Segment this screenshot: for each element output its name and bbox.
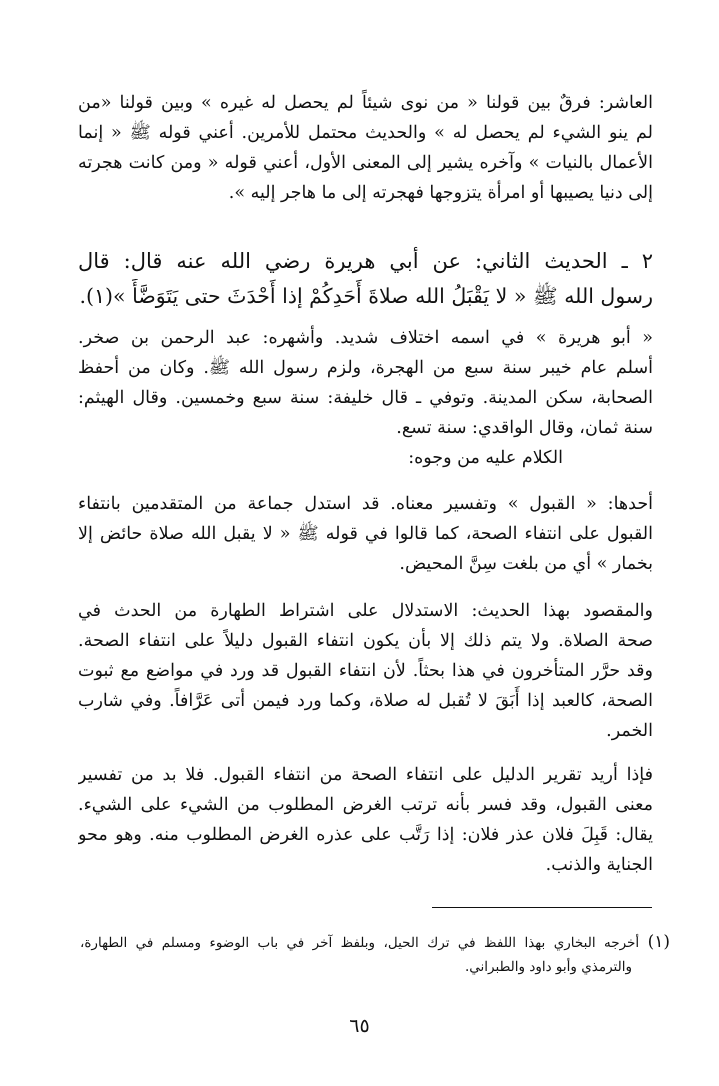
footnote-number: (١): [647, 932, 670, 952]
text-line: الجناية والذنب.: [545, 855, 653, 875]
text-line: بخمار » أي من بلغت سِنَّ المحيض.: [399, 554, 653, 574]
text-line: صحة الصلاة. ولا يتم ذلك إلا بأن يكون انتفاء القبول دليلاً على انتفاء الصحة.: [78, 631, 653, 651]
text-line: العاشر: فرقٌ بين قولنا « من نوى شيئاً لم يحصل له غيره » وبين قولنا «من: [78, 93, 653, 113]
text-line: وقد حرَّر المتأخرون في هذا بحثاً. لأن انتفاء القبول قد ورد في مواضع مع ثبوت: [78, 661, 653, 681]
text-line: فإذا أريد تقرير الدليل على انتفاء الصحة من انتفاء القبول. فلا بد من تفسير: [78, 765, 653, 785]
footnote-separator: [432, 907, 652, 908]
footnote-line: [80, 930, 670, 955]
text-line: « أبو هريرة » في اسمه اختلاف شديد. وأشهره: عبد الرحمن بن صخر.: [78, 328, 653, 348]
text-line: القبول على انتفاء الصحة، كما قالوا في قوله ﷺ « لا يقبل الله صلاة حائض إلا: [78, 524, 653, 544]
narrator-biography: [78, 323, 653, 473]
text-line: سنة ثمان، وقال الواقدي: سنة تسع.: [396, 418, 653, 438]
text-line: إلى دنيا يصيبها أو امرأة يتزوجها فهجرته إلى ما هاجر إليه ».: [228, 183, 653, 203]
text-line: معنى القبول، وقد فسر بأنه ترتب الغرض المطلوب من الشيء على الشيء.: [78, 795, 653, 815]
text-line: الأعمال بالنيات » وآخره يشير إلى المعنى الأول، أعني قوله « ومن كانت هجرته: [78, 153, 653, 173]
paragraph-purpose: [78, 596, 653, 746]
footnote-line: والترمذي وأبو داود والطبراني.: [465, 959, 632, 975]
paragraph-acceptance-meaning: [78, 760, 653, 880]
text-line: الصحابة، سكن المدينة. وتوفي ـ قال خليفة: سنة سبع وخمسين. وقال الهيثم:: [78, 388, 653, 408]
page-number: ٦٥: [349, 1015, 370, 1037]
text-line: الصحة، كالعبد إذا أَبَقَ لا تُقبل له صلاة، وكما ورد فيمن أتى عَرَّافاً. وفي شارب: [78, 691, 653, 711]
text-line: أسلم عام خيبر سنة سبع من الهجرة، ولزم رسول الله ﷺ. وكان من أحفظ: [78, 358, 653, 378]
text-line: لم ينو الشيء لم يحصل له » والحديث محتمل للأمرين. أعني قوله ﷺ « إنما: [78, 123, 653, 143]
paragraph-point-ten: [78, 88, 653, 208]
text-line: ٢ ـ الحديث الثاني: عن أبي هريرة رضي الله عنه قال: قال: [78, 249, 653, 273]
footnote-text: أخرجه البخاري بهذا اللفظ في ترك الحيل، وبلفظ آخر في باب الوضوء ومسلم في الطهارة،: [80, 935, 640, 951]
hadith-two-text: [78, 244, 653, 314]
text-line: الخمر.: [606, 721, 653, 741]
text-line: والمقصود بهذا الحديث: الاستدلال على اشتراط الطهارة من الحدث في: [78, 601, 653, 621]
text-line: رسول الله ﷺ « لا يَقْبَلُ الله صلاةَ أَحَدِكُمْ إذا أَحْدَثَ حتى يَتَوَضَّأَ »(١).: [79, 284, 653, 308]
section-intro-line: الكلام عليه من وجوه:: [408, 448, 563, 468]
text-line: يقال: قَبِلَ فلان عذر فلان: إذا رَتَّب على عذره الغرض المطلوب منه. وهو محو: [78, 825, 653, 845]
text-line: أحدها: « القبول » وتفسير معناه. قد استدل جماعة من المتقدمين بانتفاء: [78, 494, 653, 514]
paragraph-first-aspect: [78, 489, 653, 579]
footnote: [80, 930, 670, 979]
